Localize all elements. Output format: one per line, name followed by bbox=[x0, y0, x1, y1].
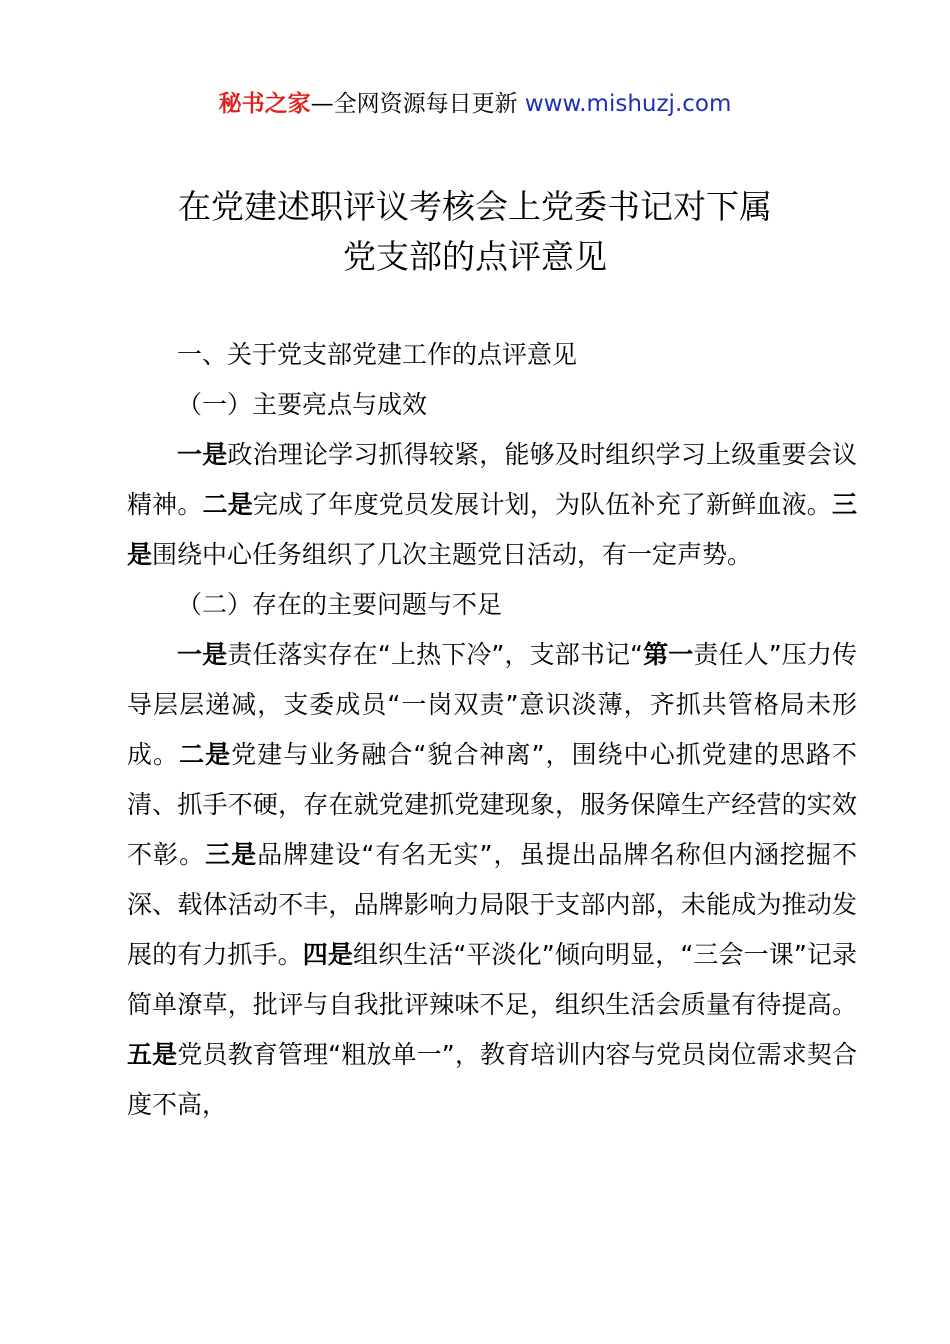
point-label: 一是 bbox=[177, 640, 228, 669]
highlights-paragraph bbox=[127, 430, 857, 580]
title-line-2: 党支部的点评意见 bbox=[343, 237, 607, 276]
point-label: 三是 bbox=[205, 840, 258, 869]
document-title bbox=[0, 182, 950, 282]
point-label: 五是 bbox=[127, 1040, 178, 1069]
section-1-heading: 一、关于党支部党建工作的点评意见 bbox=[177, 340, 578, 369]
point-text: 党员教育管理“粗放单一”，教育培训内容与党员岗位需求契合度不高， bbox=[127, 1040, 857, 1119]
subsection-1-heading: （一）主要亮点与成效 bbox=[177, 390, 428, 419]
site-header bbox=[0, 86, 950, 122]
point-text: 组织生活“平淡化”倾向明显，“三会一课”记录简单潦草，批评与自我批评辣味不足，组织生活会质量有待提高。 bbox=[127, 940, 857, 1019]
point-label: 二是 bbox=[179, 740, 232, 769]
subsection-2-heading: （二）存在的主要问题与不足 bbox=[177, 590, 503, 619]
point-label: 一是 bbox=[177, 440, 228, 469]
point-bold-text: 第一 bbox=[643, 640, 694, 669]
point-text: 围绕中心任务组织了几次主题党日活动，有一定声势。 bbox=[152, 540, 753, 569]
point-label: 二是 bbox=[202, 490, 253, 519]
point-text: 党建与业务融合“貌合神离”，围绕中心抓党建的思路不清、抓手不硬，存在就党建抓党建现象，服务保障生产经营的实效不彰。 bbox=[127, 740, 857, 869]
problems-paragraph bbox=[127, 630, 857, 1130]
point-text: 完成了年度党员发展计划，为队伍补充了新鲜血液。 bbox=[252, 490, 832, 519]
site-url-link[interactable]: www.mishuzj.com bbox=[524, 91, 732, 117]
point-text: 责任人”压力传导层层递减，支委成员“一岗双责”意识淡薄，齐抓共管格局未形成。 bbox=[127, 640, 857, 769]
point-label: 三是 bbox=[127, 490, 857, 569]
point-text: 品牌建设“有名无实”，虽提出品牌名称但内涵挖掘不深、载体活动不丰，品牌影响力局限于支部内部，未能成为推动发展的有力抓手。 bbox=[127, 840, 857, 969]
site-name: 秘书之家 bbox=[218, 91, 311, 117]
point-text: 政治理论学习抓得较紧，能够及时组织学习上级重要会议精神。 bbox=[127, 440, 857, 519]
point-label: 四是 bbox=[302, 940, 353, 969]
document-body bbox=[127, 330, 857, 1130]
site-tagline: —全网资源每日更新 bbox=[310, 91, 518, 117]
point-text: 责任落实存在“上热下冷”，支部书记“ bbox=[227, 640, 644, 669]
title-line-1: 在党建述职评议考核会上党委书记对下属 bbox=[178, 187, 772, 226]
